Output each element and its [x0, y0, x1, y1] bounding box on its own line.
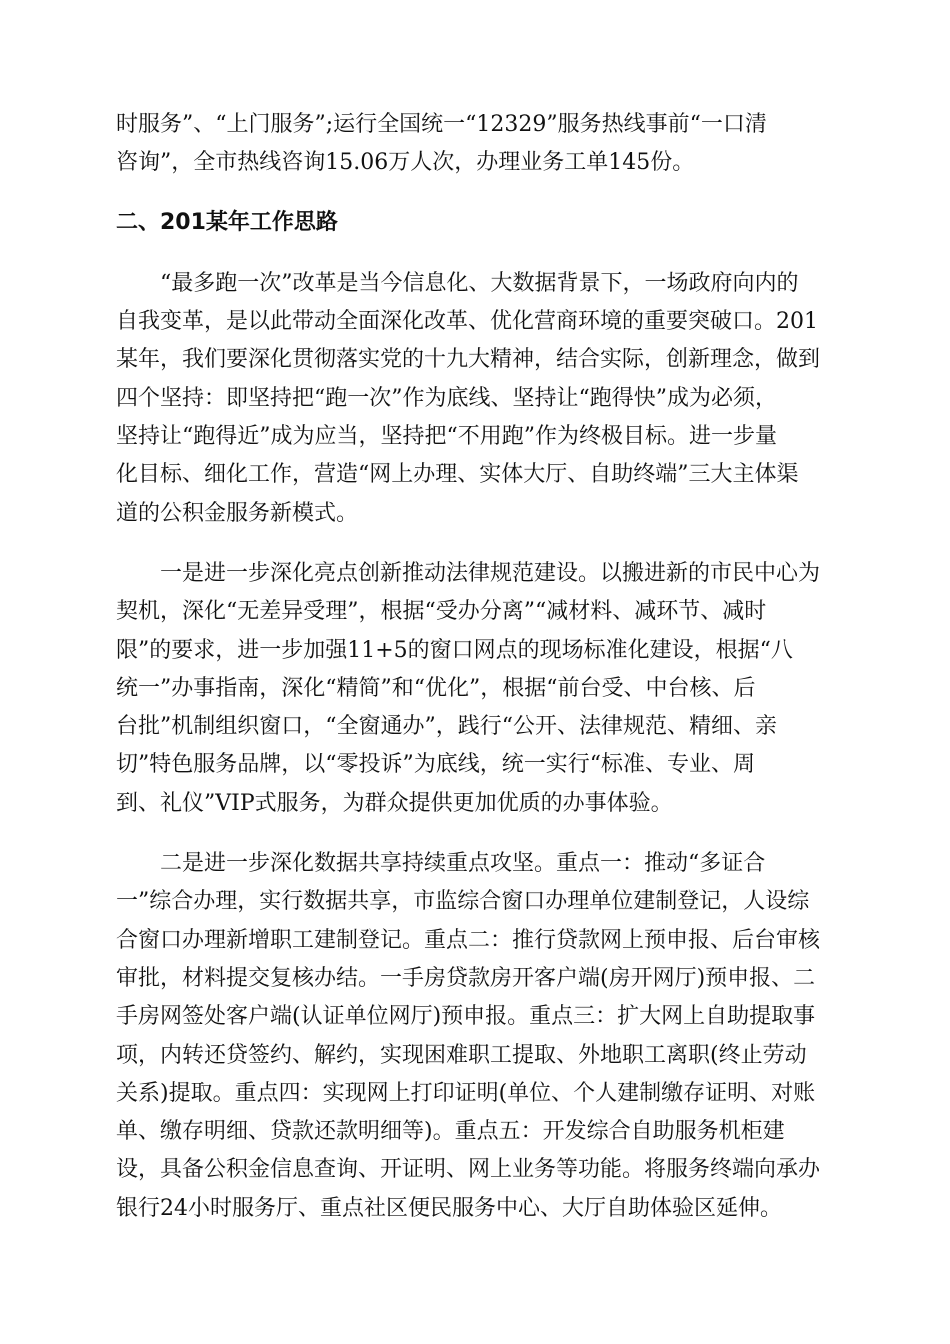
- text-line: 手房网签处客户端(认证单位网厅)预申报。重点三：扩大网上自助提取事: [116, 1004, 816, 1030]
- paragraph-gap: [116, 823, 832, 845]
- text-line: 自我变革，是以此带动全面深化改革、优化营商环境的重要突破口。201: [116, 309, 818, 335]
- text-line: 到、礼仪”VIP式服务，为群众提供更加优质的办事体验。: [116, 790, 673, 816]
- text-line: 设，具备公积金信息查询、开证明、网上业务等功能。将服务终端向承办: [116, 1157, 821, 1183]
- text-line: 切”特色服务品牌，以“零投诉”为底线，统一实行“标准、专业、周: [116, 752, 755, 778]
- text-line: 时服务”、“上门服务”;运行全国统一“12329”服务热线事前“一口清: [116, 112, 767, 137]
- text-line: 咨询”，全市热线咨询15.06万人次，办理业务工单145份。: [116, 150, 695, 176]
- text-line: 坚持让“跑得近”成为应当，坚持把“不用跑”作为终极目标。进一步量: [116, 424, 777, 450]
- paragraph-data-sharing: [116, 845, 832, 1228]
- text-line: 某年，我们要深化贯彻落实党的十九大精神，结合实际，创新理念，做到: [116, 347, 821, 373]
- text-line: 一”综合办理，实行数据共享，市监综合窗口办理单位建制登记，人设综: [116, 889, 810, 915]
- text-line: 单、缴存明细、贷款还款明细等)。重点五：开发综合自助服务机柜建: [116, 1119, 785, 1145]
- paragraph-innovation: [116, 555, 832, 823]
- text-line: “最多跑一次”改革是当今信息化、大数据背景下，一场政府向内的: [116, 270, 799, 296]
- text-line: 台批”机制组织窗口，“全窗通办”，践行“公开、法律规范、精细、亲: [116, 714, 777, 740]
- paragraph-gap: [116, 533, 832, 555]
- section-heading: 二、201某年工作思路: [116, 209, 338, 235]
- text-line: 合窗口办理新增职工建制登记。重点二：推行贷款网上预申报、后台审核: [116, 927, 821, 953]
- text-line: 二是进一步深化数据共享持续重点攻坚。重点一：推动“多证合: [116, 851, 766, 877]
- text-line: 一是进一步深化亮点创新推动法律规范建设。以搬进新的市民中心为: [116, 560, 821, 586]
- paragraph-reform: [116, 265, 832, 533]
- text-line: 化目标、细化工作，营造“网上办理、实体大厅、自助终端”三大主体渠: [116, 462, 799, 488]
- text-line: 限”的要求，进一步加强11+5的窗口网点的现场标准化建设，根据“八: [116, 637, 793, 663]
- text-line: 道的公积金服务新模式。: [116, 500, 359, 526]
- text-line: 项，内转还贷签约、解约，实现困难职工提取、外地职工离职(终止劳动: [116, 1042, 807, 1068]
- text-line: 契机，深化“无差异受理”，根据“受办分离”“减材料、减环节、减时: [116, 599, 767, 625]
- text-line: 统一”办事指南，深化“精简”和“优化”，根据“前台受、中台核、后: [116, 675, 756, 701]
- text-line: 审批，材料提交复核办结。一手房贷款房开客户端(房开网厅)预申报、二: [116, 965, 816, 991]
- document-body: [116, 106, 832, 1228]
- text-line: 四个坚持：即坚持把“跑一次”作为底线、坚持让“跑得快”成为必须，: [116, 385, 777, 411]
- intro-paragraph: [116, 106, 832, 183]
- text-line: 关系)提取。重点四：实现网上打印证明(单位、个人建制缴存证明、对账: [116, 1080, 816, 1106]
- text-line: 银行24小时服务厅、重点社区便民服务中心、大厅自助体验区延伸。: [116, 1195, 782, 1221]
